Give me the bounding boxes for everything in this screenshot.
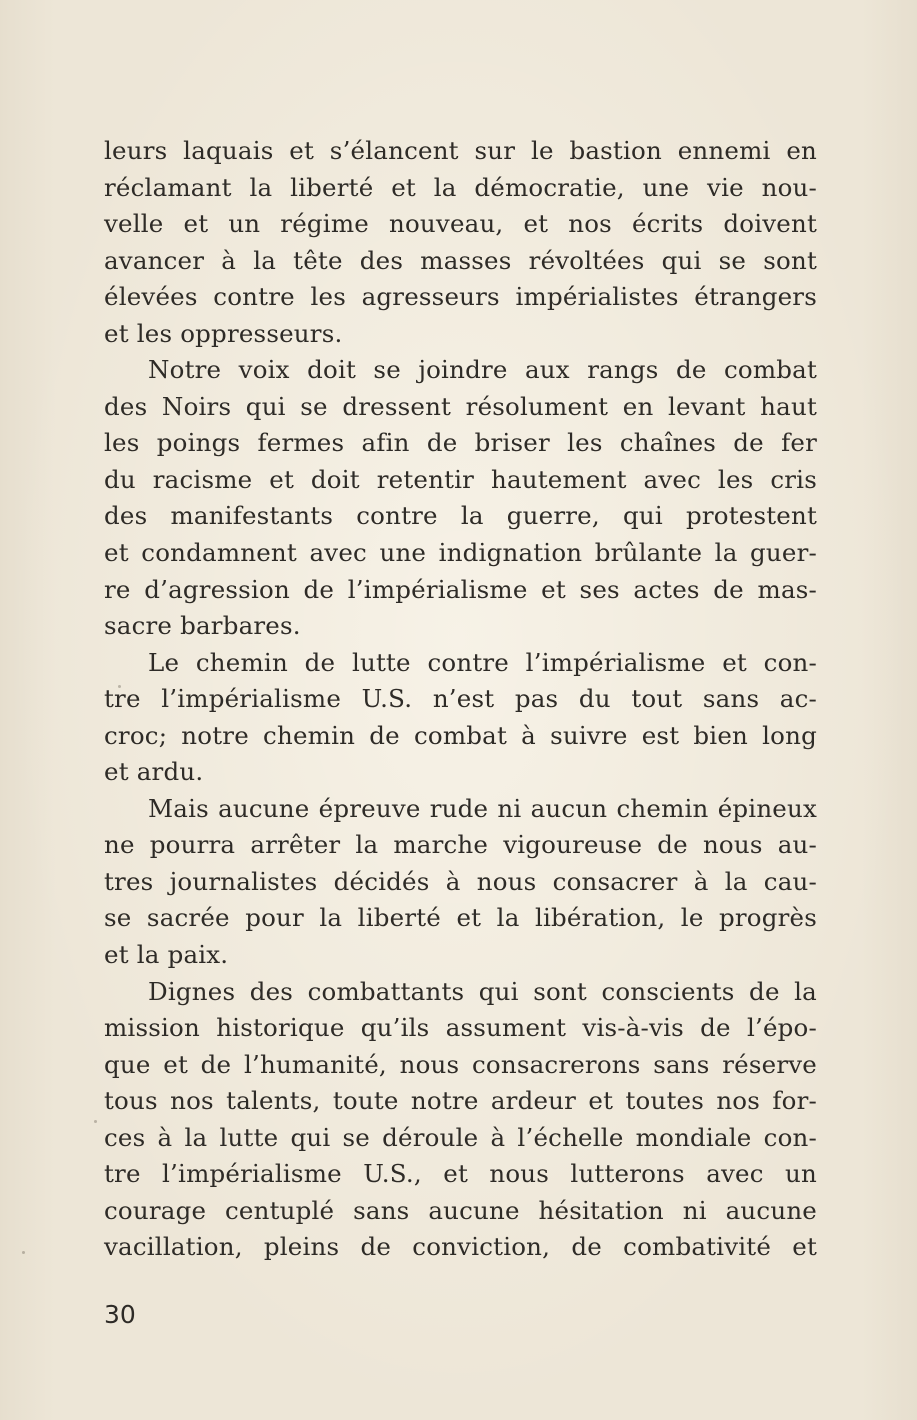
text-line: croc; notre chemin de combat à suivre est bien long [104, 720, 817, 750]
paper-speck [22, 1251, 25, 1254]
text-line: Le chemin de lutte contre l’impérialisme et con- [148, 647, 817, 677]
text-line: mission historique qu’ils assument vis-à-vis de l’épo- [104, 1013, 817, 1043]
text-line: des manifestants contre la guerre, qui protestent [104, 501, 817, 531]
body-text [104, 133, 817, 1266]
text-line: re d’agression de l’impérialisme et ses actes de mas- [104, 574, 817, 604]
text-line: tre l’impérialisme U.S. n’est pas du tout sans ac- [104, 684, 817, 714]
paper-speck [94, 1120, 97, 1123]
text-line: tre l’impérialisme U.S., et nous lutterons avec un [104, 1159, 817, 1189]
paragraph-5 [104, 974, 817, 1266]
paragraph-2 [104, 352, 817, 644]
text-line: se sacrée pour la liberté et la libération, le progrès [104, 903, 817, 933]
text-line: Dignes des combattants qui sont conscients de la [148, 976, 817, 1006]
paragraph-3 [104, 645, 817, 791]
paragraph-4 [104, 791, 817, 974]
text-line: les poings fermes afin de briser les chaînes de fer [104, 428, 817, 458]
text-line: des Noirs qui se dressent résolument en levant haut [104, 391, 817, 421]
text-line: et ardu. [104, 757, 204, 787]
paper-speck [118, 685, 121, 688]
text-line: velle et un régime nouveau, et nos écrits doivent [104, 209, 817, 239]
text-line: tous nos talents, toute notre ardeur et toutes nos for- [104, 1086, 817, 1116]
text-line: réclamant la liberté et la démocratie, une vie nou- [104, 172, 817, 202]
text-line: courage centuplé sans aucune hésitation ni aucune [104, 1195, 817, 1225]
paragraph-1 [104, 133, 817, 352]
text-line: et la paix. [104, 940, 229, 970]
text-line: tres journalistes décidés à nous consacrer à la cau- [104, 866, 817, 896]
text-line: ces à la lutte qui se déroule à l’échelle mondiale con- [104, 1122, 817, 1152]
text-line: Mais aucune épreuve rude ni aucun chemin épineux [148, 793, 817, 823]
text-line: que et de l’humanité, nous consacrerons sans réserve [104, 1049, 817, 1079]
text-line: du racisme et doit retentir hautement avec les cris [104, 464, 817, 494]
text-line: leurs laquais et s’élancent sur le bastion ennemi en [104, 136, 817, 165]
text-line: et condamnent avec une indignation brûlante la guer- [104, 538, 817, 568]
text-line: sacre barbares. [104, 611, 301, 641]
text-line: Notre voix doit se joindre aux rangs de combat [148, 355, 817, 385]
text-line: ne pourra arrêter la marche vigoureuse de nous au- [104, 830, 817, 860]
text-line: élevées contre les agresseurs impérialistes étrangers [104, 282, 817, 312]
page-number: 30 [104, 1300, 136, 1329]
text-line: vacillation, pleins de conviction, de combativité et [104, 1232, 817, 1262]
text-line: avancer à la tête des masses révoltées qui se sont [104, 245, 817, 275]
text-line: et les oppresseurs. [104, 318, 343, 348]
